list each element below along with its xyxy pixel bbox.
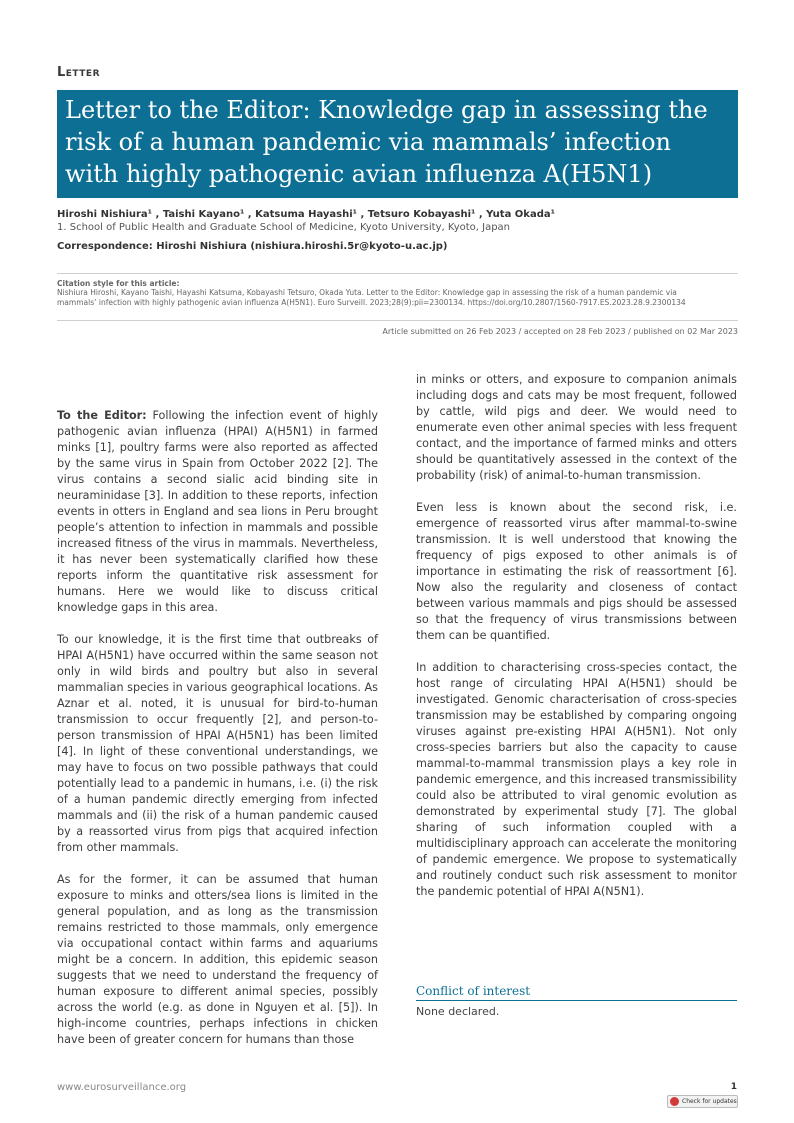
body-paragraph: in minks or otters, and exposure to companion animals including dogs and cats may be most frequent, followed by cattle, wild pigs and deer. We would need to enumerate even other animal species with less frequent contact, and the importance of farmed minks and otters should be quantitatively assessed in the context of the probability (risk) of animal-to-human transmission.: [416, 373, 737, 482]
body-paragraph: To our knowledge, it is the first time that outbreaks of HPAI A(H5N1) have occurred within the same season not only in wild birds and poultry but also in several mammalian species in various geographical locations. As Aznar et al. noted, it is unusual for bird-to-human transmission to occur frequently [2], and person-to-person transmission of HPAI A(H5N1) has been limited [4]. In light of these conventional understandings, we may have to focus on two possible pathways that could potentially lead to a pandemic in humans, i.e. (i) the risk of a human pandemic directly emerging from infected mammals and (ii) the risk of a human pandemic caused by a reassorted virus from pigs that acquired infection from other mammals.: [57, 633, 378, 854]
citation-label: Citation style for this article:: [57, 279, 180, 288]
body-column-right: [416, 373, 737, 916]
check-for-updates-label: Check for updates: [682, 1098, 737, 1105]
section-label: Letter: [57, 65, 100, 80]
footer-url[interactable]: www.eurosurveillance.org: [57, 1082, 187, 1093]
author-list: Hiroshi Nishiura¹ , Taishi Kayano¹ , Katsuma Hayashi¹ , Tetsuro Kobayashi¹ , Yuta Okada¹: [57, 209, 555, 220]
body-paragraph: As for the former, it can be assumed that human exposure to minks and otters/sea lions is limited in the general population, and as long as the transmission remains restricted to those mammals, only emergence via occupational contact within farms and aquariums might be a concern. In addition, this epidemic season suggests that we need to understand the frequency of human exposure to different animal species, possibly across the world (e.g. as done in Nguyen et al. [5]). In high-income countries, perhaps infections in chicken have been of greater concern for humans than those: [57, 873, 378, 1046]
citation-text: Nishiura Hiroshi, Kayano Taishi, Hayashi Katsuma, Kobayashi Tetsuro, Okada Yuta. Letter to the Editor: Knowledge gap in assessing the risk of a human pandemic via mammals’ infection with highly pathogenic avian influenza A(H5N1). Euro Surveill. 2023;28(9):pii=2300134. https://doi.org/10.2807/1560-7917.ES.2023.28.9.2300134: [57, 288, 686, 307]
article-dates: Article submitted on 26 Feb 2023 / accepted on 28 Feb 2023 / published on 02 Mar 2023: [382, 327, 738, 336]
article-title: Letter to the Editor: Knowledge gap in assessing the risk of a human pandemic via mammals’ infection with highly pathogenic avian influenza A(H5N1): [65, 96, 708, 188]
title-banner: [57, 90, 738, 198]
correspondence: Correspondence: Hiroshi Nishiura (nishiura.hiroshi.5r@kyoto-u.ac.jp): [57, 241, 448, 252]
paragraph-text: Following the infection event of highly pathogenic avian influenza (HPAI) A(H5N1) in farmed minks [1], poultry farms were also reported as affected by the same virus in Spain from October 2022 [2]. The virus contains a second sialic acid binding site in neuraminidase [3]. In addition to these reports, infection events in otters in England and sea lions in Peru brought people’s attention to infection in mammals and possible increased fitness of the virus in mammals. Nevertheless, it has never been systematically clarified how these reports inform the quantitative risk assessment for humans. Here we would like to discuss critical knowledge gaps in this area.: [57, 409, 378, 614]
body-column-left: [57, 408, 378, 1064]
body-paragraph: Even less is known about the second risk, i.e. emergence of reassorted virus after mammal-to-swine transmission. It is well understood that knowing the frequency of pigs exposed to other animals is of importance in estimating the risk of reassortment [6]. Now also the regularity and closeness of contact between various mammals and pigs should be assessed so that the frequency of virus transmissions between them can be quantified.: [416, 501, 737, 642]
crossmark-icon: [670, 1097, 679, 1106]
page-number: 1: [730, 1082, 737, 1092]
affiliation: 1. School of Public Health and Graduate School of Medicine, Kyoto University, Kyoto, Japan: [57, 222, 511, 233]
body-paragraph: [57, 408, 378, 616]
salutation: To the Editor:: [57, 409, 147, 422]
conflict-of-interest-text: None declared.: [416, 1005, 500, 1018]
conflict-of-interest-heading: Conflict of interest: [416, 984, 737, 1001]
body-paragraph: In addition to characterising cross-species contact, the host range of circulating HPAI A(H5N1) should be investigated. Genomic characterisation of cross-species transmission may be established by comparing ongoing viruses against pre-existing HPAI A(H5N1). Not only cross-species barriers but also the capacity to cause mammal-to-mammal transmission plays a key role in pandemic emergence, and this increased transmissibility could also be attributed to viral genomic evolution as demonstrated by experimental study [7]. The global sharing of such information coupled with a multidisciplinary approach can accelerate the monitoring of pandemic emergence. We propose to systematically and routinely conduct such risk assessment to monitor the pandemic potential of HPAI A(N5N1).: [416, 661, 737, 898]
divider: [57, 273, 738, 274]
check-for-updates-button[interactable]: [667, 1095, 738, 1108]
divider: [57, 320, 738, 321]
